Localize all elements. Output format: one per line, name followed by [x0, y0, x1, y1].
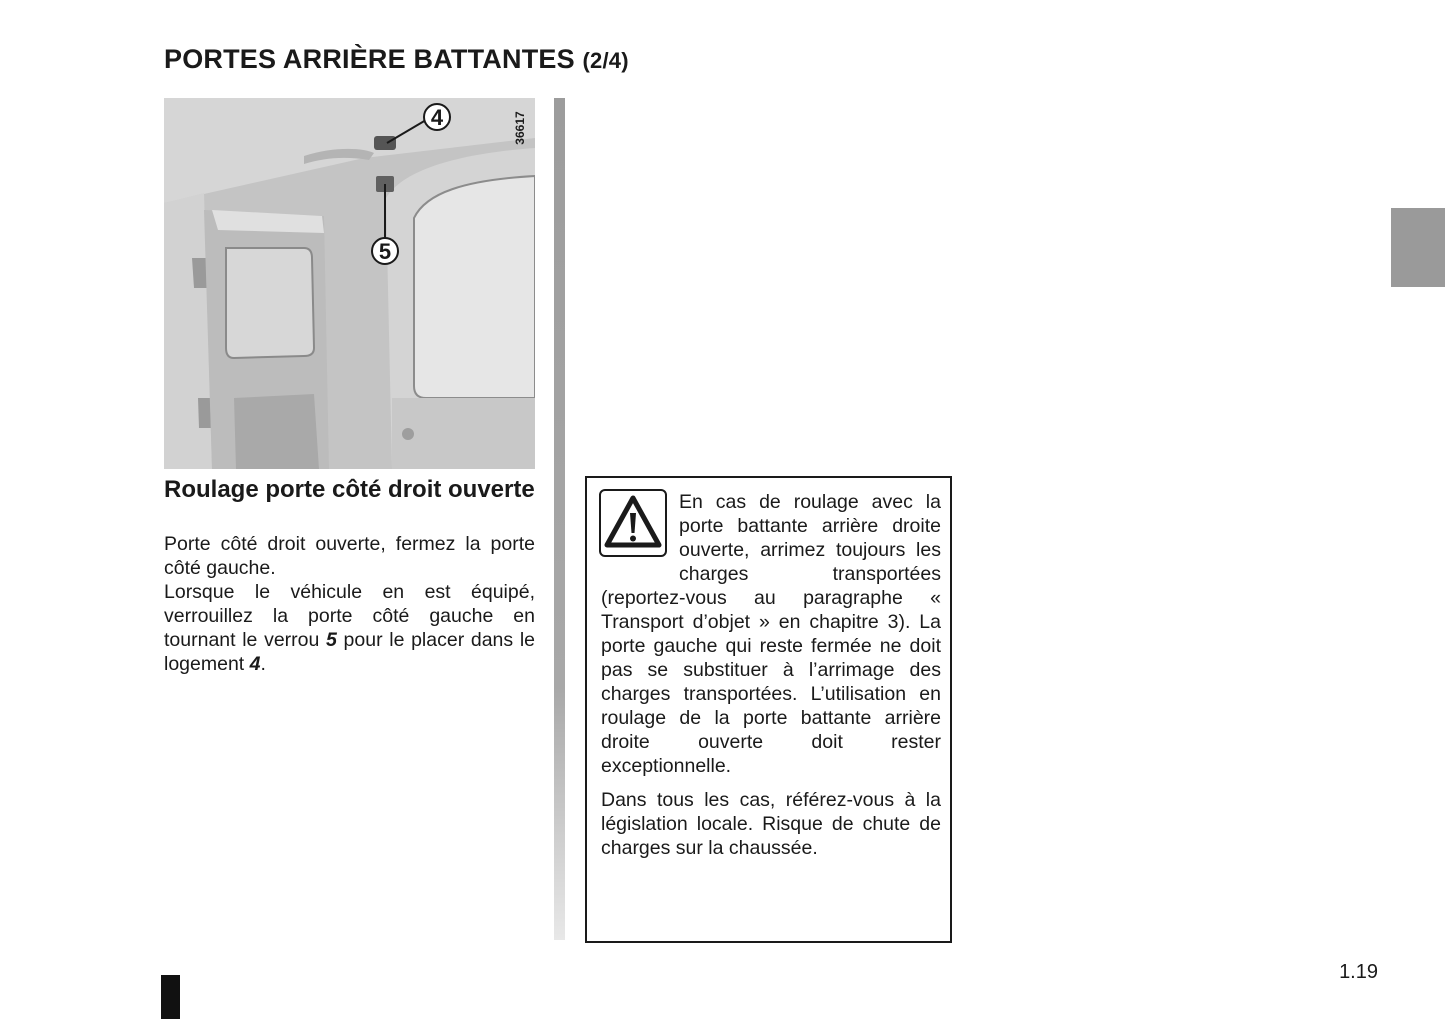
- warning-paragraph-2: Dans tous les cas, référez-vous à la législation locale. Risque de chute de charges sur la chaussée.: [601, 789, 941, 859]
- section-body: [164, 532, 535, 676]
- section-heading: Roulage porte côté droit ouverte: [164, 476, 535, 503]
- right-door-window: [414, 176, 535, 398]
- chapter-tab: [1391, 208, 1445, 287]
- page-number: 1.19: [1339, 961, 1378, 983]
- column-divider: [554, 98, 565, 940]
- paragraph-2-start: Lorsque le véhicule en est équipé, verrouillez la porte côté gauche en tournant le verrou: [164, 581, 535, 651]
- hinge-top: [192, 258, 208, 288]
- page-title: [164, 44, 629, 75]
- page-title-text: PORTES ARRIÈRE BATTANTES: [164, 44, 575, 74]
- callout-5: [372, 238, 398, 264]
- door-bolt: [402, 428, 414, 440]
- page-title-part: (2/4): [582, 48, 629, 73]
- left-door-panel: [234, 394, 319, 469]
- left-door-window: [226, 248, 314, 358]
- section-paragraph-1: Porte côté droit ouverte, fermez la porte côté gauche.: [164, 533, 535, 579]
- ref-lock: 5: [326, 629, 337, 651]
- warning-box: [585, 476, 952, 943]
- corner-mark: [161, 975, 180, 1019]
- callout-4-label: 4: [430, 105, 444, 130]
- rear-door-drawing: [164, 98, 535, 469]
- hinge-bottom: [198, 398, 211, 428]
- warning-paragraph-1-text: En cas de roulage avec la porte battante arrière droite ouverte, arrimez toujours les charges transportées (reportez-vous au paragraphe « Transport d’objet » en chapitre 3). La porte gauche qui reste fermée ne doit pas se substituer à l’arrimage des charges transportées. L’utilisation en roulage de la porte battante arrière droite ouverte doit rester exceptionnelle.: [601, 491, 941, 777]
- lock-housing: [374, 136, 396, 150]
- ref-housing: 4: [249, 653, 261, 675]
- warning-text: [601, 490, 941, 860]
- paragraph-2-mid: pour le placer dans le logement: [164, 629, 535, 675]
- figure-ref-code: 36617: [513, 111, 527, 145]
- section-paragraph-2: [164, 580, 535, 676]
- callout-5-label: 5: [378, 239, 392, 264]
- callout-4: [424, 104, 450, 130]
- rear-door-illustration: [164, 98, 535, 469]
- icon-spacer: [601, 490, 679, 586]
- paragraph-2-end: .: [260, 653, 266, 675]
- warning-paragraph-1: [601, 490, 941, 778]
